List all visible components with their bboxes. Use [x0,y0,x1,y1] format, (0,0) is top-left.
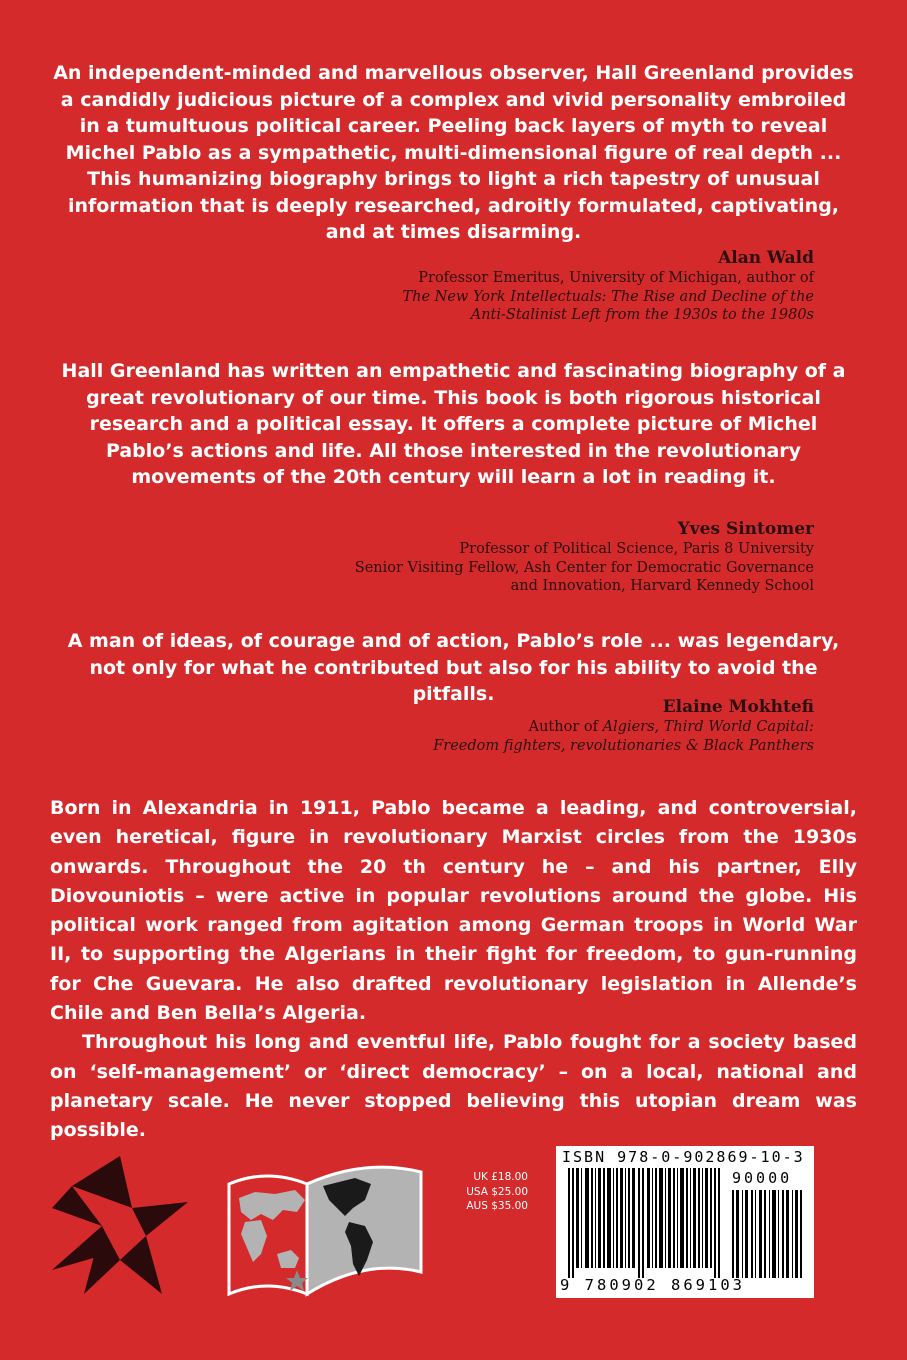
addon-barcode-bars [732,1190,804,1278]
attribution-affiliation: Professor of Political Science, Paris 8 University [459,541,814,557]
star-logo-icon [50,1148,190,1296]
book-blurb [50,794,857,1146]
price-list [462,1170,528,1214]
attribution-work-title: The New York Intellectuals: The Rise and Decline of the [402,288,814,305]
price-aus: AUS $35.00 [466,1200,528,1212]
quote-elaine-mokhtefi: A man of ideas, of courage and of action, Pablo’s role ... was legendary, not only for what he contributed but also for his ability to avoid the pitfalls. [67,630,840,705]
attribution-affiliation: Professor Emeritus, University of Michigan, author of [418,270,814,286]
blurb-paragraph: Throughout his long and eventful life, Pablo fought for a society based on ‘self-management’ or ‘direct democracy’ – on a local, national and planetary scale. He never stopped believing this utopian dream was possible. [50,1031,857,1142]
quote-yves-sintomer: Hall Greenland has written an empathetic and fascinating biography of a great revolutionary of our time. This book is both rigorous historical research and a political essay. It offers a complete picture of Michel Pablo’s actions and life. All those interested in the revolutionary movements of the 20th century will learn a lot in reading it. [61,360,846,488]
price-uk: UK £18.00 [473,1171,528,1183]
isbn-label: ISBN 978-0-902869-10-3 [562,1148,805,1166]
price-usa: USA $25.00 [466,1185,528,1198]
attribution-elaine-mokhtefi [254,696,814,755]
attribution-affiliation: Senior Visiting Fellow, Ash Center for Democratic Governance [354,559,814,576]
attribution-affiliation [254,718,814,737]
attribution-work-title: Algiers, Third World Capital: [602,719,814,735]
blurb-paragraph: Born in Alexandria in 1911, Pablo became a leading, and controversial, even heretical, figure in revolutionary Marxist circles from the 1930s onwards. Throughout the 20 th century he – and his partner, Elly Diovouniotis – were active in popular revolutions around the globe. His political work ranged from agitation among German troops in World War II, to supporting the Algerians in their fight for freedom, to gun-running for Che Guevara. He also drafted revolutionary legislation in Allende’s Chile and Ben Bella’s Algeria. [50,797,857,1025]
world-map-icon [225,1150,425,1300]
attribution-work-title: Freedom fighters, revolutionaries & Black Panthers [433,737,814,754]
attribution-yves-sintomer [254,518,814,596]
attribution-name: Elaine Mokhtefi [662,697,814,717]
ean-digits: 9 780902 869103 [560,1276,745,1294]
attribution-name: Alan Wald [718,248,814,268]
isbn-barcode [556,1146,814,1298]
ean-barcode-bars [568,1168,728,1278]
attribution-author-of: Author of [528,719,598,735]
attribution-alan-wald [254,247,814,325]
attribution-name: Yves Sintomer [677,519,814,539]
addon-digits: 90000 [732,1169,793,1187]
quote-alan-wald: An independent-minded and marvellous observer, Hall Greenland provides a candidly judicious picture of a complex and vivid personality embroiled in a tumultuous political career. Peeling back layers of myth to reveal Michel Pablo as a sympathetic, multi-dimensional figure of real depth ... This humanizing biography brings to light a rich tapestry of unusual information that is deeply researched, adroitly formulated, captivating, and at times disarming. [53,62,854,243]
attribution-affiliation: and Innovation, Harvard Kennedy School [510,578,814,594]
attribution-work-title: Anti-Stalinist Left from the 1930s to the 1980s [470,307,814,323]
